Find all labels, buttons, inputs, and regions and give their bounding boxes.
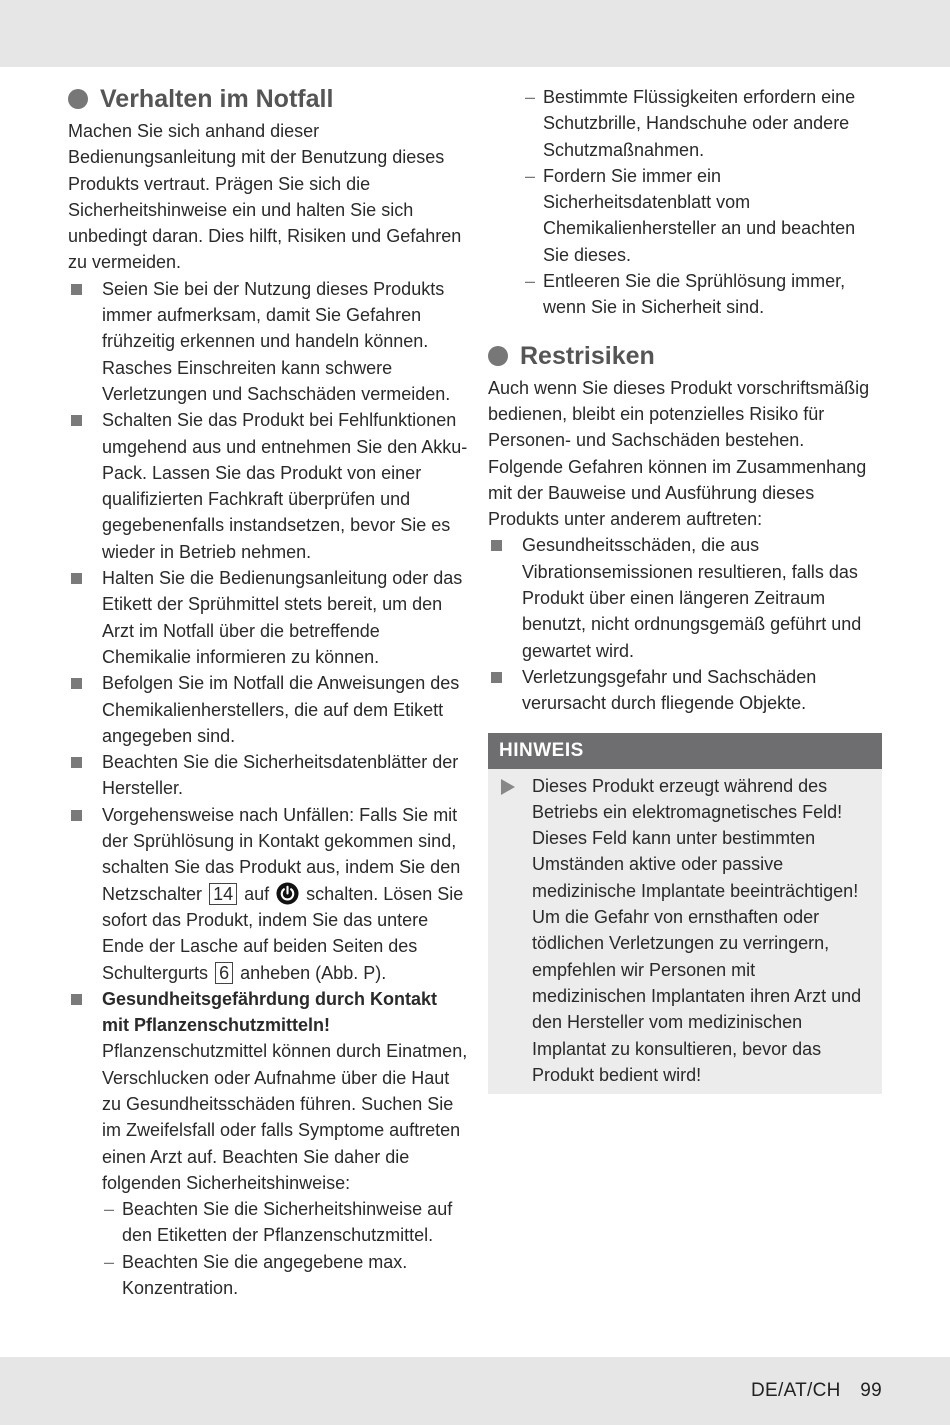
arrow-right-icon [501,779,515,795]
footer-language: DE/AT/CH [751,1380,841,1401]
dash-item: – Fordern Sie immer ein Sicherheitsdatenblatt vom Chemikalienhersteller an und beachten Sie dieses. [525,165,856,265]
health-warning-text: Pflanzenschutzmittel können durch Einatmen, Verschlucken oder Aufnahme über die Haut zu Gesundheitsschäden führen. Suchen Sie im Zweifelsfall oder falls Symptome auftreten einen Arzt auf. Beachten Sie daher die folgenden Sicherheitshinweise: [102,1041,468,1193]
part-ref-6: 6 [215,962,233,984]
square-bullet-icon [71,573,82,584]
note-text: Dieses Produkt erzeugt während des Betriebs ein elektromagnetisches Feld! Dieses Feld kann unter bestimmten Umständen aktive oder passive medizinische Implantate beeinträchtigen! Um die Gefahr von ernsthaften oder tödlichen Verletzungen zu verringern, empfehlen wir Personen mit medizinischen Implantaten ihren Arzt und den Hersteller vom medizinischen Implantat zu konsultieren, bevor das Produkt bedient wird! [532,775,862,1085]
square-bullet-icon [71,415,82,426]
square-bullet-icon [71,757,82,768]
list-item-health [68,986,468,1302]
bullet-circle-icon [488,346,508,366]
right-column [488,84,883,1094]
page-number: 99 [860,1380,882,1401]
bullet-circle-icon [68,89,88,109]
health-dash-list [102,1196,468,1301]
part-ref-14: 14 [209,883,237,905]
square-bullet-icon [491,540,502,551]
intro-paragraph: Machen Sie sich anhand dieser Bedienungsanleitung mit der Benutzung dieses Produkts vertraut. Prägen Sie sich die Sicherheitshinweise ein und halten Sie sich unbedingt daran. Dies hilft, Risiken und Gefahren zu vermeiden. [68,121,462,273]
dash-item: – Beachten Sie die angegebene max. Konzentration. [104,1251,408,1299]
square-bullet-icon [491,672,502,683]
restrisiken-paragraph: Auch wenn Sie dieses Produkt vorschriftsmäßig bedienen, bleibt ein potenzielles Risiko für Personen- und Sachschäden bestehen. Folgende Gefahren können im Zusammenhang mit der Bauweise und Ausführung dieses Produkts unter anderem auftreten: [488,377,870,530]
footer [751,1380,882,1402]
power-off-icon [276,882,299,905]
square-bullet-icon [71,810,82,821]
header-bar [0,0,950,67]
list-item: Gesundheitsschäden, die aus Vibrationsemissionen resultieren, falls das Produkt über einen längeren Zeitraum benutzt, nicht ordnungsgemäß geführt und gewartet wird. [488,532,883,663]
continued-dash-list [488,84,883,321]
list-item: Seien Sie bei der Nutzung dieses Produkts immer aufmerksam, damit Sie Gefahren frühzeitig erkennen und handeln können. Rasches Einschreiten kann schwere Verletzungen und Sachschäden vermeiden. [68,276,468,407]
list-item: Beachten Sie die Sicherheitsdatenblätter der Hersteller. [68,749,468,802]
note-box [488,733,882,1095]
dash-item: – Beachten Sie die Sicherheitshinweise auf den Etiketten der Pflanzenschutzmittel. [104,1199,453,1246]
dash-item: – Entleeren Sie die Sprühlösung immer, wenn Sie in Sicherheit sind. [525,271,846,318]
section-heading-text: Verhalten im Notfall [100,85,334,113]
list-item-accident: Vorgehensweise nach Unfällen: Falls Sie mit der Sprühlösung in Kontakt gekommen sind, schalten Sie das Produkt aus, indem Sie den Netzschalter 14 auf schalten. Lösen Sie sofort das Produkt, indem Sie das untere Ende der Lasche auf beiden Seiten des Schultergurts 6 anheben (Abb. P). [68,802,468,986]
list-item: Verletzungsgefahr und Sachschäden verursacht durch fliegende Objekte. [488,664,883,717]
section-heading-notfall [68,80,468,118]
note-body [488,769,882,1095]
square-bullet-icon [71,994,82,1005]
section-heading-text: Restrisiken [520,341,655,370]
dash-item: – Bestimmte Flüssigkeiten erfordern eine Schutzbrille, Handschuhe oder andere Schutzmaßnahmen. [525,87,856,160]
list-item: Halten Sie die Bedienungsanleitung oder das Etikett der Sprühmittel stets bereit, um den Arzt im Notfall über die betreffende Chemikalie informieren zu können. [68,565,468,670]
note-title: HINWEIS [488,733,882,769]
section-heading-restrisiken [488,337,883,375]
safety-list [68,276,468,1302]
risk-list [488,532,883,716]
list-item: Schalten Sie das Produkt bei Fehlfunktionen umgehend aus und entnehmen Sie den Akku-Pack. Lassen Sie das Produkt von einer qualifizierten Fachkraft überprüfen und gegebenenfalls instandsetzen, bevor Sie es wieder in Betrieb nehmen. [68,407,468,565]
square-bullet-icon [71,678,82,689]
list-item: Befolgen Sie im Notfall die Anweisungen des Chemikalienherstellers, die auf dem Etikett angegeben sind. [68,670,468,749]
square-bullet-icon [71,284,82,295]
health-warning-title: Gesundheitsgefährdung durch Kontakt mit Pflanzenschutzmitteln! [102,988,438,1036]
left-column [68,80,468,1301]
